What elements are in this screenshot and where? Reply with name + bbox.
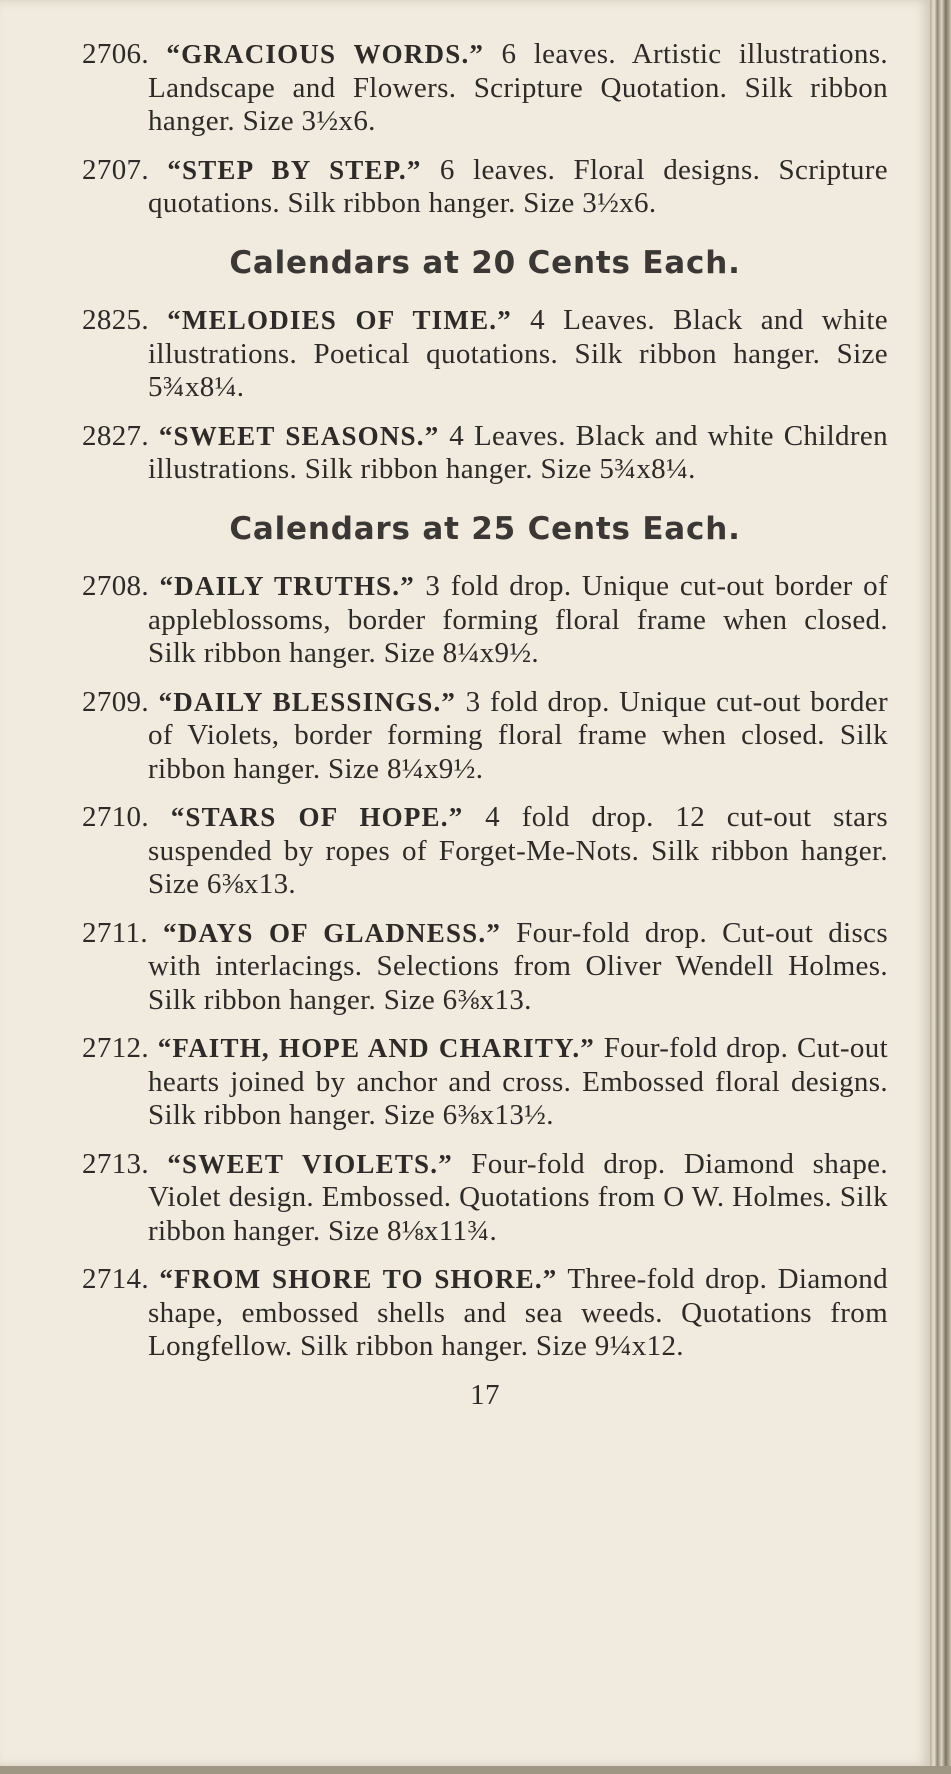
catalog-entry-2713	[82, 1148, 888, 1249]
catalog-entry-2708	[82, 570, 888, 671]
entry-title: “FROM SHORE TO SHORE.”	[159, 1264, 558, 1294]
entry-number: 2825.	[82, 304, 149, 336]
entry-description: 4 fold drop. 12 cut-out stars suspended by ropes of Forget-Me-Nots. Silk ribbon hanger. Size 6⅜x13.	[148, 801, 889, 900]
entry-number: 2710.	[82, 801, 149, 833]
entry-description: 6 leaves. Artistic illustrations. Landscape and Flowers. Scripture Quotation. Silk ribbon hanger. Size 3½x6.	[148, 38, 888, 137]
entry-title: “GRACIOUS WORDS.”	[166, 39, 485, 69]
entry-description: 3 fold drop. Unique cut-out border of appleblossoms, border forming floral frame when closed. Silk ribbon hanger. Size 8¼x9½.	[148, 570, 888, 669]
catalog-entry-2712	[82, 1032, 888, 1133]
entry-number: 2714.	[82, 1263, 149, 1295]
catalog-entry-2707	[82, 154, 888, 221]
entry-number: 2827.	[82, 419, 149, 452]
entry-title: “DAILY BLESSINGS.”	[158, 686, 457, 717]
entry-description: 4 Leaves. Black and white illustrations. Poetical quotations. Silk ribbon hanger. Size 5¾x8¼.	[148, 304, 888, 403]
page-content	[82, 38, 888, 1412]
entry-number: 2712.	[82, 1032, 149, 1064]
entry-title: “STARS OF HOPE.”	[170, 802, 464, 832]
entry-description: Four-fold drop. Cut-out hearts joined by anchor and cross. Embossed floral designs. Silk ribbon hanger. Size 6⅜x13½.	[148, 1032, 889, 1131]
section-heading-20-cents: Calendars at 20 Cents Each.	[229, 244, 741, 281]
entry-description: Four-fold drop. Cut-out discs with interlacings. Selections from Oliver Wendell Holmes. Silk ribbon hanger. Size 6⅜x13.	[148, 916, 888, 1016]
entry-number: 2706.	[82, 38, 149, 70]
entry-title: “FAITH, HOPE AND CHARITY.”	[157, 1033, 595, 1063]
catalog-entry-2825	[82, 304, 888, 405]
entry-title: “STEP BY STEP.”	[167, 154, 422, 185]
page-bottom-edge	[0, 1766, 951, 1774]
catalog-entry-2711	[82, 917, 888, 1018]
entry-title: “MELODIES OF TIME.”	[167, 305, 512, 335]
entry-number: 2713.	[82, 1147, 149, 1180]
entry-description: 6 leaves. Floral designs. Scripture quotations. Silk ribbon hanger. Size 3½x6.	[148, 153, 888, 219]
catalog-entry-2709	[82, 686, 888, 787]
entry-number: 2708.	[82, 570, 149, 602]
catalog-entry-2714	[82, 1263, 888, 1364]
entry-title: “SWEET SEASONS.”	[158, 420, 440, 451]
entry-description: Four-fold drop. Diamond shape. Violet design. Embossed. Quotations from O W. Holmes. Silk ribbon hanger. Size 8⅛x11¾.	[148, 1147, 888, 1247]
entry-title: “DAYS OF GLADNESS.”	[163, 917, 502, 948]
section-heading-25-cents: Calendars at 25 Cents Each.	[229, 510, 741, 547]
catalog-entry-2827	[82, 420, 888, 487]
entry-description: 3 fold drop. Unique cut-out border of Violets, border forming floral frame when closed. Silk ribbon hanger. Size 8¼x9½.	[148, 685, 889, 785]
entry-description: 4 Leaves. Black and white Children illustrations. Silk ribbon hanger. Size 5¾x8¼.	[148, 419, 888, 485]
entry-title: “DAILY TRUTHS.”	[159, 571, 415, 601]
page-number: 17	[470, 1378, 500, 1411]
entry-description: Three-fold drop. Diamond shape, embossed shells and sea weeds. Quotations from Longfellow. Silk ribbon hanger. Size 9¼x12.	[148, 1263, 888, 1362]
entry-number: 2707.	[82, 153, 149, 186]
catalog-entry-2710	[82, 801, 888, 902]
page-stack-edge	[930, 0, 951, 1774]
entry-title: “SWEET VIOLETS.”	[167, 1148, 453, 1179]
entry-number: 2711.	[82, 916, 148, 949]
entry-number: 2709.	[82, 685, 149, 718]
catalog-entry-2706	[82, 38, 888, 139]
